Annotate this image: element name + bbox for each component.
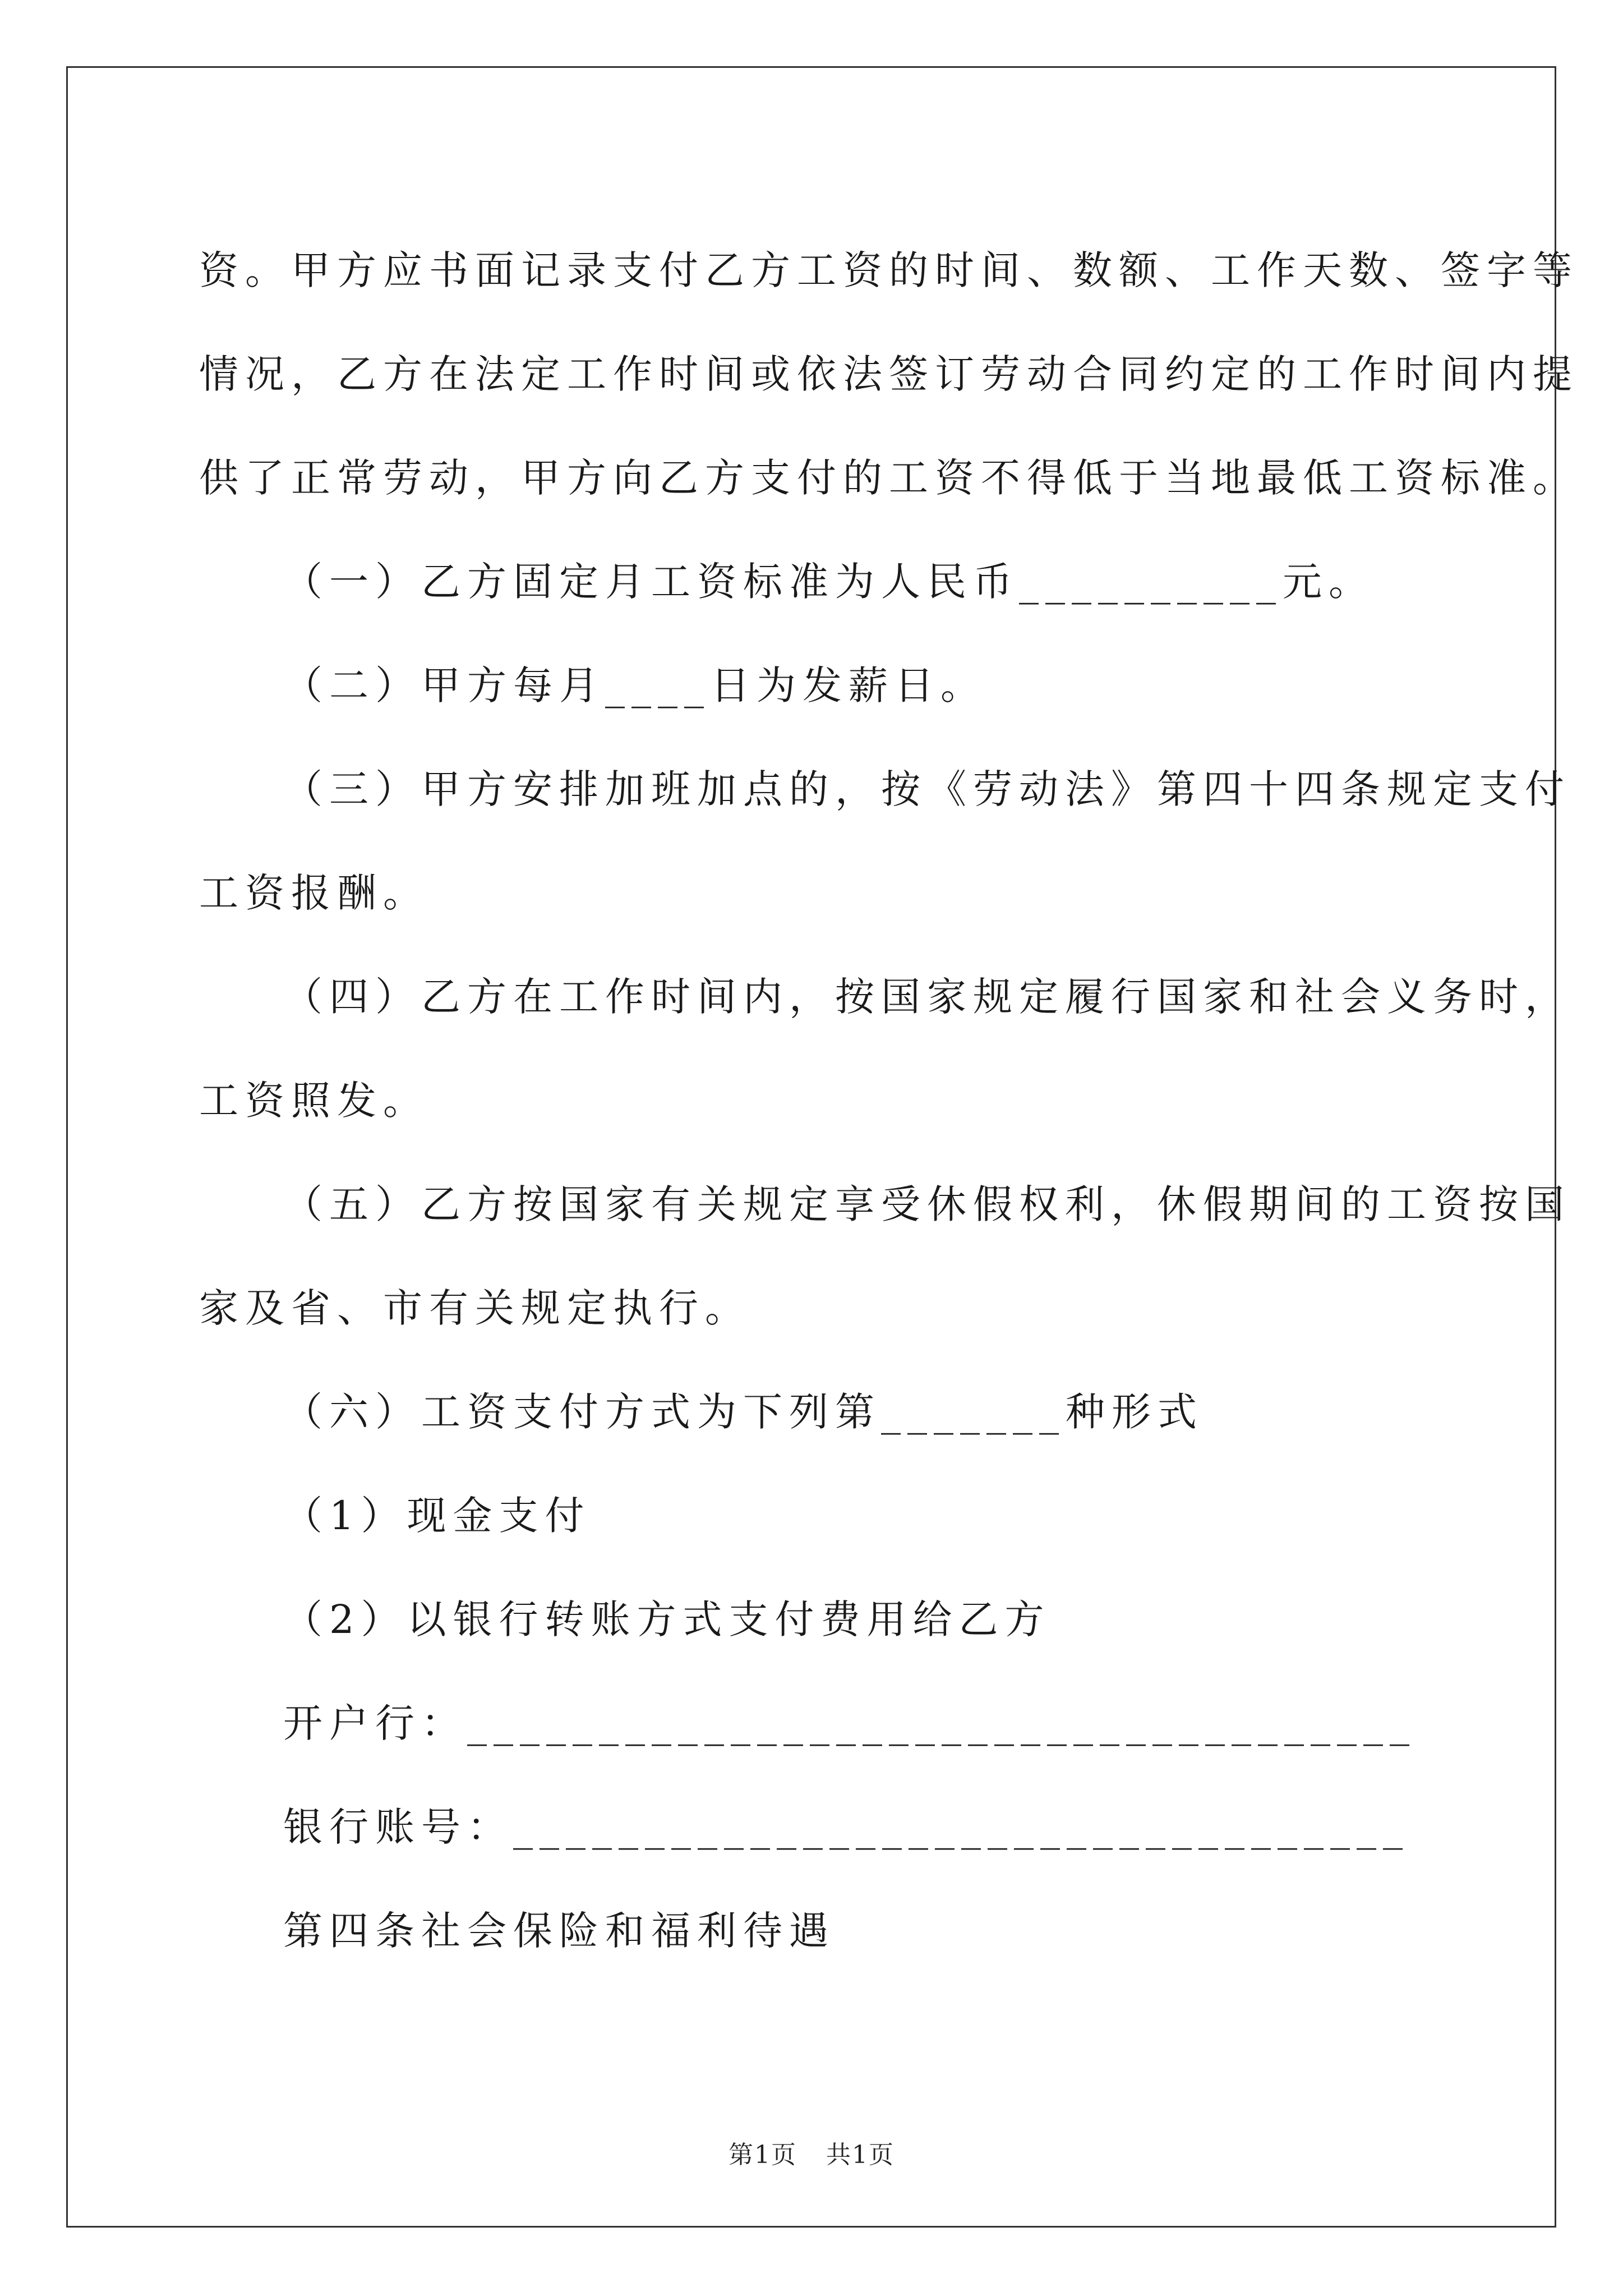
clause-social-duties: （四）乙方在工作时间内，按国家规定履行国家和社会义务时， xyxy=(283,974,1571,1020)
document-body xyxy=(199,219,1579,1983)
body-line: 工资照发。 xyxy=(199,1078,429,1124)
body-line: 情况，乙方在法定工作时间或依法签订劳动合同约定的工作时间内提 xyxy=(199,351,1579,397)
page-number: 第1页 xyxy=(728,2141,797,2169)
bank-account-field: 银行账号：__________________________________ xyxy=(283,1804,1409,1850)
clause-payday: （二）甲方每月____日为发薪日。 xyxy=(283,662,986,708)
body-line: 家及省、市有关规定执行。 xyxy=(199,1285,751,1331)
clause-overtime: （三）甲方安排加班加点的，按《劳动法》第四十四条规定支付 xyxy=(283,766,1571,812)
clause-payment-method: （六）工资支付方式为下列第_______种形式 xyxy=(283,1389,1204,1435)
page-total: 共1页 xyxy=(826,2141,895,2169)
clause-vacation: （五）乙方按国家有关规定享受休假权利，休假期间的工资按国 xyxy=(283,1181,1571,1227)
body-line: 供了正常劳动，甲方向乙方支付的工资不得低于当地最低工资标准。 xyxy=(199,455,1579,501)
section-heading: 第四条社会保险和福利待遇 xyxy=(283,1908,835,1954)
page-footer xyxy=(0,2134,1623,2170)
bank-name-field: 开户行：____________________________________ xyxy=(283,1700,1416,1746)
option-bank-transfer: （2）以银行转账方式支付费用给乙方 xyxy=(283,1596,1051,1642)
body-line: 工资报酬。 xyxy=(199,870,429,916)
body-line: 资。甲方应书面记录支付乙方工资的时间、数额、工作天数、签字等 xyxy=(199,247,1579,293)
option-cash: （1）现金支付 xyxy=(283,1493,591,1539)
clause-monthly-wage: （一）乙方固定月工资标准为人民币__________元。 xyxy=(283,559,1375,605)
